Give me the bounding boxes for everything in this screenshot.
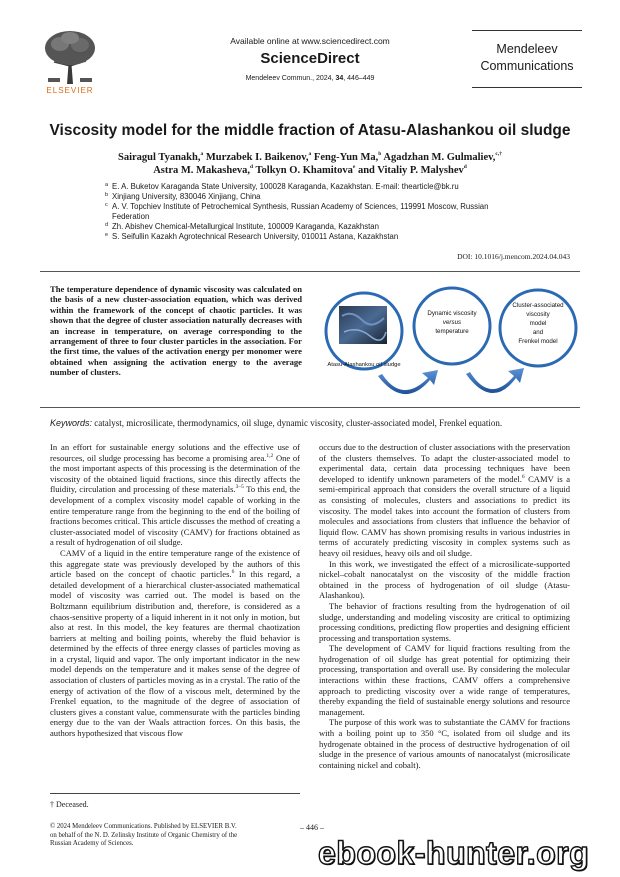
affiliation-item: a E. A. Buketov Karaganda State University, 100028 Karaganda, Kazakhstan. E-mail: thearticle@bk.ru <box>105 182 459 191</box>
page-number: – 446 – <box>300 823 324 832</box>
paragraph: occurs due to the destruction of cluster associations with the preservation of the clusters themselves. To adapt the cluster-associated model to experimental data, certain data processing techniques have been developed to identify unknown parameters of the model.$^6$ CAMV is a semi-empirical approach that considers the overall structure of a liquid as consisting of molecules, clusters and associations to predict its viscosity. The model takes into account the formation of clusters from molecules and associations from clusters that influence the behavior of liquid flow. CAMV has shown promising results in various industries in terms of accurately predicting viscosity in complex systems such as heavy oil residues, heavy oils and oil sludge. <box>319 442 570 558</box>
sciencedirect-logo: ScienceDirect <box>260 50 360 67</box>
paragraph: In this work, we investigated the effect of a microsilicate-supported nickel–cobalt nanocatalyst on the viscosity of the middle fraction obtained in the process of hydrogenation of oil sludge (Atasu-Alashankou). <box>319 558 570 601</box>
author: Astra M. Makasheva, <box>153 165 251 176</box>
keywords-label: Keywords: <box>50 418 93 428</box>
photo-caption: Atasu-Alashankou oil sludge <box>327 362 401 368</box>
affiliation-item: e S. Seifullin Kazakh Agrotechnical Research University, 010011 Astana, Kazakhstan <box>105 232 399 241</box>
available-online-text: Available online at www.sciencedirect.com <box>230 36 390 46</box>
author: Agadzhan M. Gulmaliev, <box>381 152 496 163</box>
svg-text:Frenkel model: Frenkel model <box>518 338 558 345</box>
affiliation-item: d Zh. Abishev Chemical-Metallurgical Institute, 100009 Karaganda, Kazakhstan <box>105 222 379 231</box>
svg-text:Cluster-associated: Cluster-associated <box>512 302 564 309</box>
svg-text:and: and <box>532 329 544 336</box>
affiliation-item: b Xinjiang University, 830046 Xinjiang, China <box>105 192 261 201</box>
arrow-icon <box>378 370 438 394</box>
paragraph: In an effort for sustainable energy solutions and the effective use of resources, oil sludge processing has become a promising area.$^{1,2}$ One of the most important aspects of this processing is the determination of the viscosity of the obtained liquid fractions, since this directly affects the fluidity, circulation and processing of these materials.$^{3-5}$ To this end, the development of a complex viscosity model capable of working in the entire temperature range from the beginning to the end of the boiling of fractions becomes critical. This article discusses the method of creating a cluster-associated model of viscosity (CAMV) for fractions obtained as a result of hydrogenation of oil sludge. <box>50 442 300 548</box>
journal-name-box <box>472 30 582 88</box>
graphical-abstract <box>322 276 580 406</box>
keywords-text: catalyst, microsilicate, thermodynamics, oil sluge, dynamic viscosity, cluster-associated model, Frenkel equation. <box>94 418 503 428</box>
copyright-notice: © 2024 Mendeleev Communications. Published by ELSEVIER B.V. on behalf of the N. D. Zelinsky Institute of Organic Chemistry of the Russian Academy of Sciences. <box>50 823 238 847</box>
oil-sludge-photo <box>339 306 387 344</box>
keywords-line <box>50 418 570 428</box>
watermark: ebook-hunter.org <box>318 835 590 871</box>
paragraph: CAMV of a liquid in the entire temperature range of the existence of this aggregate state was previously developed by the authors of this article based on the concept of chaotic particles.$^6$ In this regard, a detailed development of a hierarchical cluster-associated mathematical model of viscosity was carried out. The model is based on the Boltzmann equilibrium distribution and, therefore, is considered as a chaos-sensitive property of a liquid inherent in it not only in motion, but also at rest. In this model, the key features are thermal chaotization barriers at melting and boiling points, whereby the fluid behavior is determined by the effects of three energy classes of particles moving as in a crystal, liquid and vapor. The only important indicator in the new model depends on the temperature and it makes sense of the degree of association of clusters of particles moving as in a crystal. The ratio of the energy of activation of the flow of a viscous melt, determined by the Frenkel equation, to the magnitude of the degree of association of clusters gives a constant value, commensurate with the particles binding energy due to the van der Waals attraction forces. On this basis, the authors hypothesized that viscous flow <box>50 547 301 739</box>
paragraph: The development of CAMV for liquid fractions resulting from the hydrogenation of oil sludge has great potential for optimizing their processing, transportation and overall use. By considering the molecular interactions within these fractions, CAMV offers a comprehensive approach to predicting viscosity over a wide range of temperatures, thereby expanding the field of sustainable energy solutions and resource management. <box>319 643 570 717</box>
paragraph: The purpose of this work was to substantiate the CAMV for fractions with a boiling point up to 350 °C, isolated from oil sludge and its hydrogenate obtained in the process of destructive hydrogenation of oil sludge in the presence of various amounts of nanocatalyst (microsilicate containing nickel and cobalt). <box>319 717 570 770</box>
svg-text:temperature: temperature <box>435 328 469 335</box>
journal-name-line1: Mendeleev <box>496 42 558 56</box>
elsevier-tree-logo <box>40 28 100 86</box>
author-list: Sairagul Tyanakh,$^a$ Murzabek I. Baikenov,$^a$ Feng-Yun Ma,$^b$ Agadzhan M. Gulmaliev,$^{c,\dagger}$ Astra M. Makasheva,$^d$ Tolkyn O. Khamitova$^e$ and Vitaliy P. Malyshev$^d$ <box>118 151 502 176</box>
svg-text:model: model <box>529 320 547 327</box>
author: Feng-Yun Ma, <box>311 152 379 163</box>
journal-name-line2: Communications <box>480 59 574 73</box>
affiliation-item: c A. V. Topchiev Institute of Petrochemical Synthesis, Russian Academy of Sciences, 119991 Moscow, Russian Federation <box>105 202 489 221</box>
affiliation-list <box>105 182 525 242</box>
viscosity-temperature-circle <box>414 288 490 364</box>
footnote-divider <box>50 793 300 794</box>
author: Murzabek I. Baikenov, <box>203 152 309 163</box>
svg-text:Dynamic viscosity: Dynamic viscosity <box>427 310 477 317</box>
doi-link[interactable]: DOI: 10.1016/j.mencom.2024.04.043 <box>457 252 570 261</box>
citation-line: Mendeleev Commun., 2024, 34, 446–449 <box>245 75 375 82</box>
author: Sairagul Tyanakh, <box>118 152 201 163</box>
body-column-right <box>319 442 570 770</box>
arrow-icon <box>466 368 524 393</box>
publisher-logo-text: ELSEVIER <box>46 86 94 95</box>
body-column-left <box>50 442 300 739</box>
paragraph: The behavior of fractions resulting from the hydrogenation of oil sludge, understanding and modeling viscosity are critical to optimizing processing conditions, predicting flow properties and designing efficient processing and transportation systems. <box>319 600 570 643</box>
footnote: † Deceased. <box>50 800 89 809</box>
svg-text:versus: versus <box>442 319 462 326</box>
author: and Vitaliy P. Malyshev <box>355 165 464 176</box>
svg-text:viscosity: viscosity <box>526 311 550 318</box>
abstract-text: The temperature dependence of dynamic viscosity was calculated on the basis of a new cluster-association equation, which was derived within the framework of the concept of chaotic particles. It was shown that the degree of cluster association naturally decreases with an increase in temperature, on average corresponding to the arrangement of three to four cluster particles in the association. For the first time, the values of the activation energy per monomer were obtained when assigning the activation energy to the average number of clusters. <box>50 284 302 378</box>
article-title: Viscosity model for the middle fraction of Atasu-Alashankou oil sludge <box>49 122 571 139</box>
author: Tolkyn O. Khamitova <box>253 165 353 176</box>
